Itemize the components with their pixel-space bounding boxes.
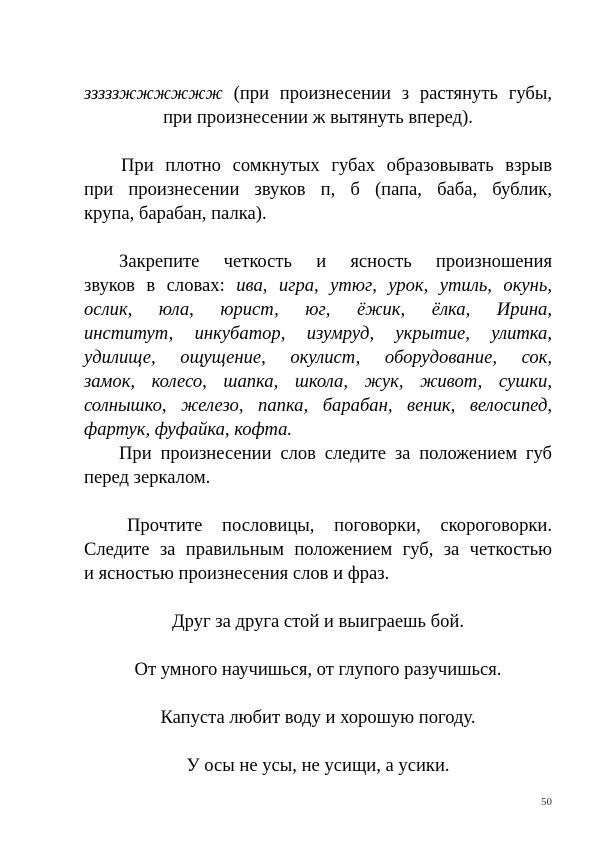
zh-line-1 <box>84 82 552 106</box>
words-line-4: институт, инкубатор, изумруд, укрытие, улитка, <box>84 323 552 344</box>
words-line-8: фартук, фуфайка, кофта. <box>84 419 293 440</box>
words-line-2 <box>84 274 552 298</box>
lips-line-3: крупа, барабан, палка). <box>84 203 267 224</box>
proverb-4: У осы не усы, не усищи, а усики. <box>186 755 450 776</box>
zh-italic-syllables: зззззжжжжжж <box>84 83 223 104</box>
proverbs-intro-line-1: Прочтите пословицы, поговорки, скороговорки. <box>127 515 552 536</box>
page-number: 50 <box>541 796 552 808</box>
zh-line-1-text: (при произнесении з растянуть губы, <box>222 83 552 104</box>
mirror-line-2: перед зеркалом. <box>84 467 211 488</box>
proverbs-intro-line-2: Следите за правильным положением губ, за четкостью <box>84 539 552 560</box>
proverb-2: От умного научишься, от глупого разучишься. <box>134 659 502 680</box>
words-line-3: ослик, юла, юрист, юг, ёжик, ёлка, Ирина, <box>84 299 552 320</box>
zh-line-2: при произнесении ж вытянуть вперед). <box>163 107 473 128</box>
proverb-3: Капуста любит воду и хорошую погоду. <box>160 707 476 728</box>
proverbs-intro-line-3: и ясностью произнесения слов и фраз. <box>84 563 390 584</box>
words-line-7: солнышко, железо, папка, барабан, веник, велосипед, <box>84 395 552 416</box>
words-line-2-italic: ива, игра, утюг, урок, утиль, окунь, <box>236 275 552 296</box>
lips-line-1: При плотно сомкнутых губах образовывать взрыв <box>121 155 552 176</box>
words-line-5: удилище, ощущение, окулист, оборудование, сок, <box>84 347 552 368</box>
words-line-6: замок, колесо, шапка, школа, жук, живот, сушки, <box>84 371 552 392</box>
words-line-2-prefix: звуков в словах: <box>84 275 237 296</box>
words-line-1: Закрепите четкость и ясность произношения <box>119 251 552 272</box>
lips-line-2: при произнесении звуков п, б (папа, баба, бублик, <box>84 179 552 200</box>
proverb-1: Друг за друга стой и выиграешь бой. <box>172 611 464 632</box>
mirror-line-1: При произнесении слов следите за положением губ <box>119 443 552 464</box>
